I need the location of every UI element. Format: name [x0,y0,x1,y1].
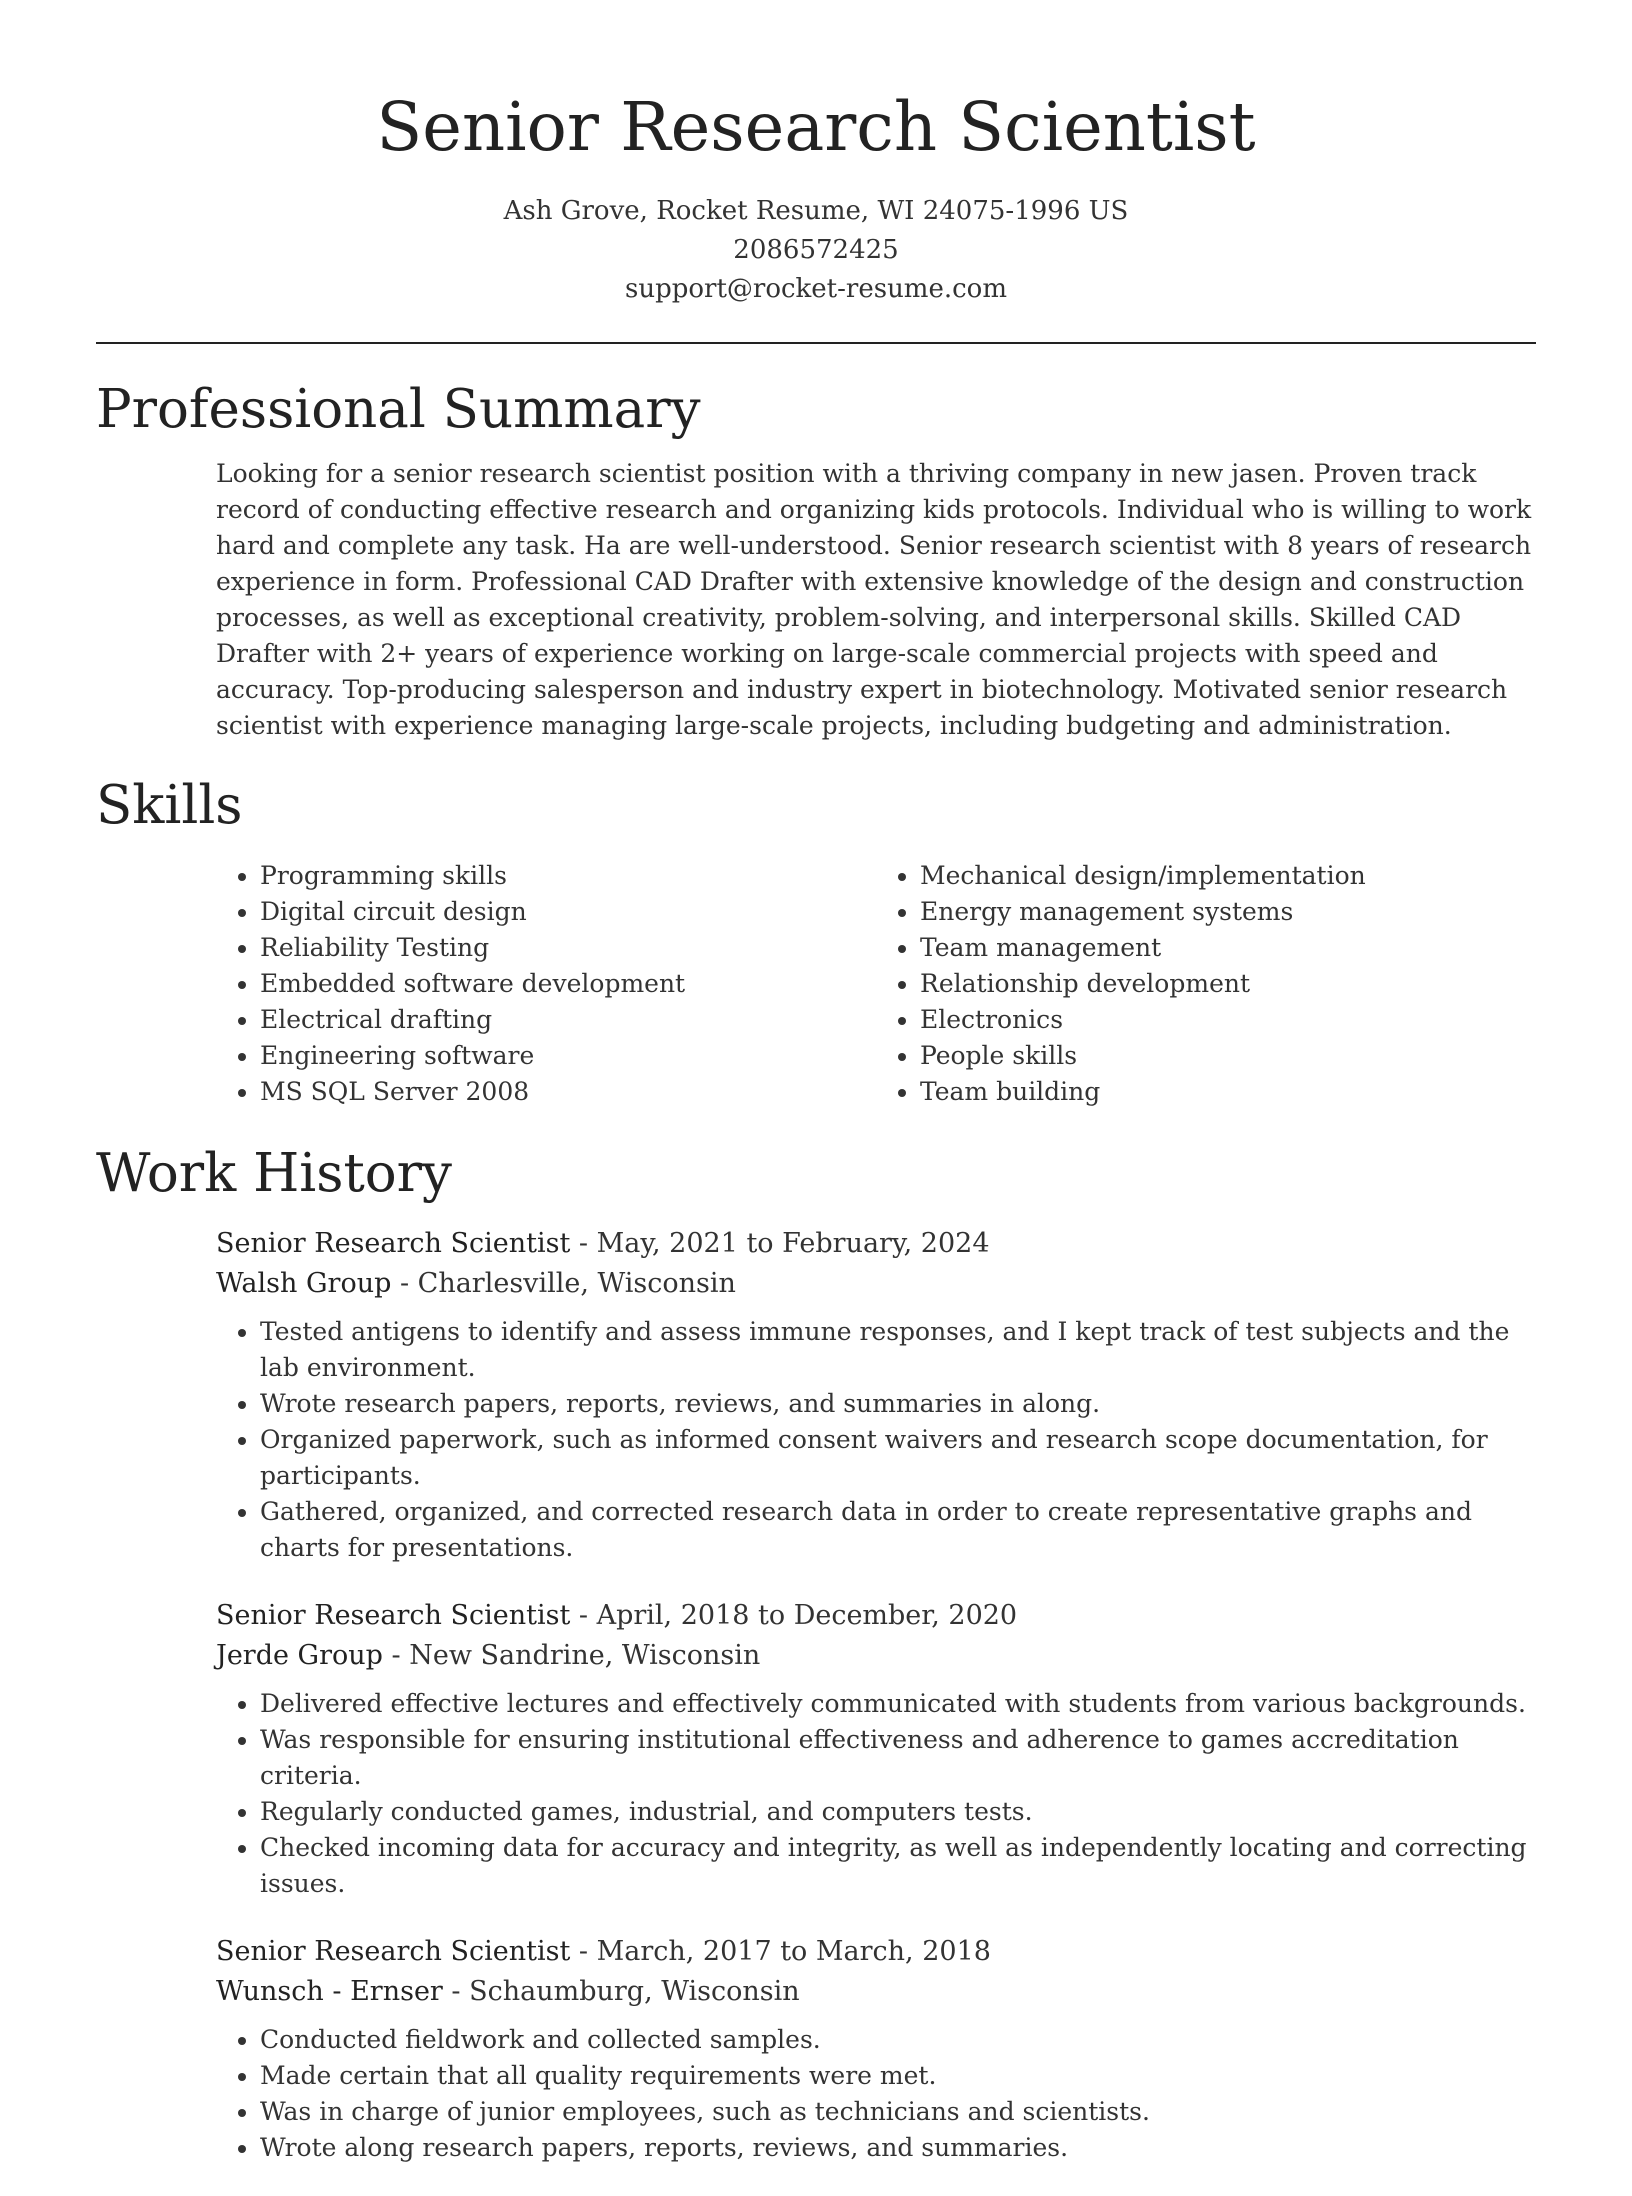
contact-email: support@rocket-resume.com [624,274,1007,304]
job-bullet: • Delivered effective lectures and effectively communicated with students from various backgrounds. [260,1686,1536,1722]
skill-item: • Mechanical design/implementation [920,858,1536,894]
job-title-line [216,1224,1536,1264]
header-divider [96,342,1536,344]
job-bullet: • Wrote along research papers, reports, reviews, and summaries. [260,2130,1536,2166]
job-bullet: • Was responsible for ensuring institutional effectiveness and adherence to games accreditation criteria. [260,1722,1536,1794]
skill-item: • Electrical drafting [260,1002,876,1038]
contact-block [0,192,1632,309]
skill-item: • Reliability Testing [260,930,876,966]
summary-text: Looking for a senior research scientist position with a thriving company in new jasen. Proven track record of conducting effective research and organizing kids protocols. Individual who is willing to work hard and complete any task. Ha are well-understood. Senior research scientist with 8 years of research experience in form. Professional CAD Drafter with extensive knowledge of the design and construction processes, as well as exceptional creativity, problem-solving, and interpersonal skills. Skilled CAD Drafter with 2+ years of experience working on large-scale commercial projects with speed and accuracy. Top-producing salesperson and industry expert in biotechnology. Motivated senior research scientist with experience managing large-scale projects, including budgeting and administration. [216,459,1532,740]
job-dates: - April, 2018 to December, 2020 [570,1600,1018,1631]
job-dates: - May, 2021 to February, 2024 [570,1228,990,1259]
summary-section [96,370,1536,744]
job-entry [216,1596,1536,1902]
job-company: Jerde Group [216,1640,383,1671]
job-company-line [216,1972,1536,2012]
skill-item: • Digital circuit design [260,894,876,930]
job-dates: - March, 2017 to March, 2018 [570,1936,991,1967]
job-company-line [216,1264,1536,1304]
job-bullet: • Wrote research papers, reports, reviews, and summaries in along. [260,1386,1536,1422]
skill-item: • Engineering software [260,1038,876,1074]
skill-item: • Embedded software development [260,966,876,1002]
job-location: - Schaumburg, Wisconsin [442,1976,800,2007]
job-title-line [216,1932,1536,1972]
job-bullet: • Checked incoming data for accuracy and integrity, as well as independently locating and correcting issues. [260,1830,1536,1902]
skills-grid [216,858,1536,1110]
skills-heading: Skills [96,775,243,836]
job-entry [216,1224,1536,1566]
job-bullet: • Tested antigens to identify and assess immune responses, and I kept track of test subjects and the lab environment. [260,1314,1536,1386]
job-title: Senior Research Scientist [216,1228,571,1259]
job-bullet: • Regularly conducted games, industrial, and computers tests. [260,1794,1536,1830]
job-company-line [216,1636,1536,1676]
job-title: Senior Research Scientist [216,1936,571,1967]
contact-address: Ash Grove, Rocket Resume, WI 24075-1996 US [503,196,1129,226]
work-history-heading: Work History [96,1143,452,1204]
job-bullets [216,1686,1536,1902]
job-location: - Charlesville, Wisconsin [391,1268,736,1299]
skill-item: • Relationship development [920,966,1536,1002]
job-bullet: • Conducted fieldwork and collected samples. [260,2022,1536,2058]
job-bullet: • Gathered, organized, and corrected research data in order to create representative graphs and charts for presentations. [260,1494,1536,1566]
resume-content [96,370,1536,2196]
skill-item: • Electronics [920,1002,1536,1038]
skill-item: • Programming skills [260,858,876,894]
job-entry [216,1932,1536,2166]
job-bullet: • Was in charge of junior employees, such as technicians and scientists. [260,2094,1536,2130]
job-bullets [216,1314,1536,1566]
resume-header [0,0,1632,309]
job-bullets [216,2022,1536,2166]
contact-phone: 2086572425 [733,235,899,265]
skills-list-right [876,858,1536,1110]
job-company: Walsh Group [216,1268,392,1299]
resume-name: Senior Research Scientist [376,88,1256,166]
job-title: Senior Research Scientist [216,1600,571,1631]
skill-item: • People skills [920,1038,1536,1074]
work-history-section [96,1134,1536,2166]
job-bullet: • Organized paperwork, such as informed consent waivers and research scope documentation, for participants. [260,1422,1536,1494]
skill-item: • Energy management systems [920,894,1536,930]
job-location: - New Sandrine, Wisconsin [382,1640,761,1671]
skills-section [96,766,1536,1110]
job-title-line [216,1596,1536,1636]
job-bullet: • Made certain that all quality requirements were met. [260,2058,1536,2094]
skill-item: • MS SQL Server 2008 [260,1074,876,1110]
skill-item: • Team building [920,1074,1536,1110]
summary-heading: Professional Summary [96,379,701,440]
skill-item: • Team management [920,930,1536,966]
job-company: Wunsch - Ernser [216,1976,443,2007]
skills-list-left [216,858,876,1110]
